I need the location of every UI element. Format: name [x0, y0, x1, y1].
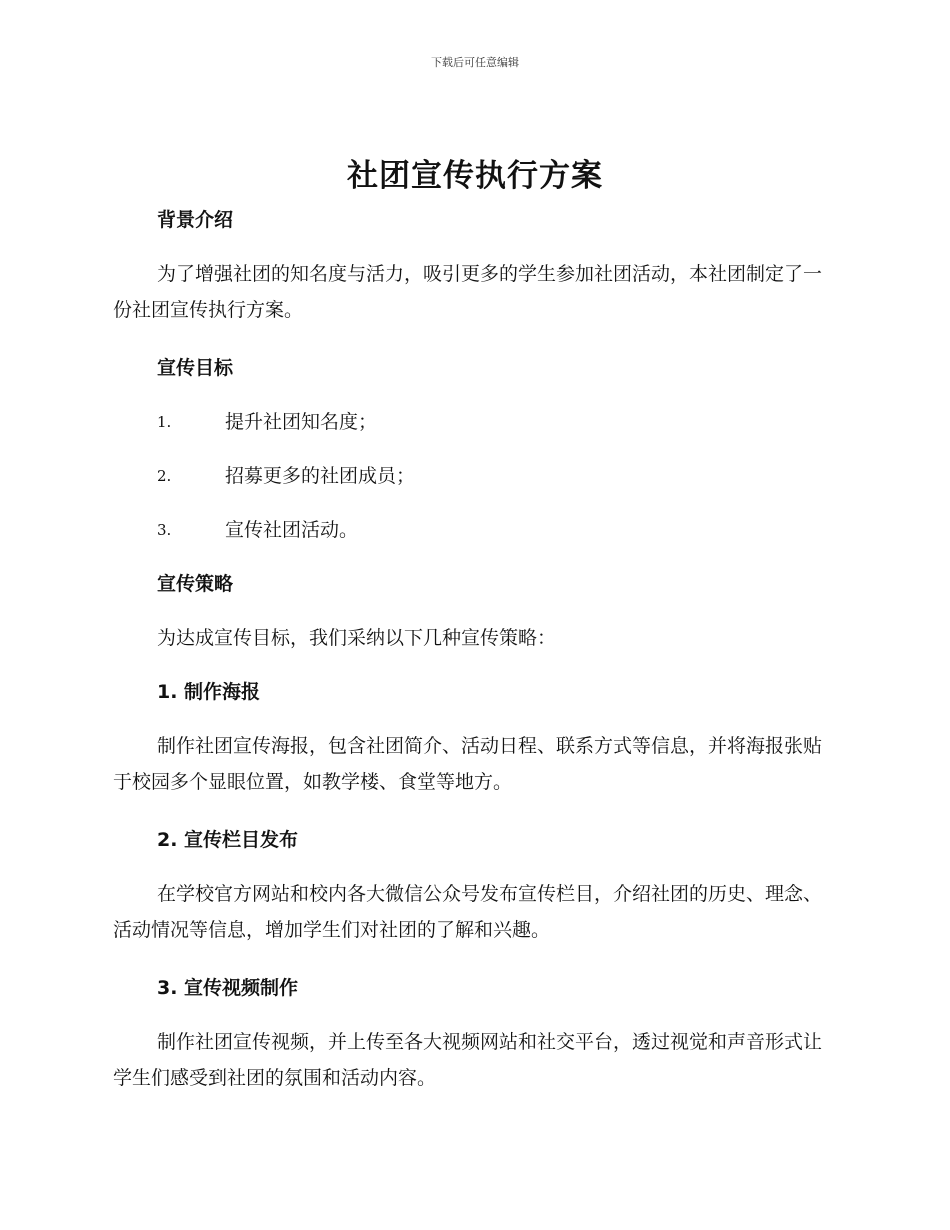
- strategy-paragraph-video: 制作社团宣传视频，并上传至各大视频网站和社交平台，透过视觉和声音形式让学生们感受到社团的氛围和活动内容。: [113, 1031, 823, 1089]
- document-title: 社团宣传执行方案: [347, 158, 603, 194]
- strategy-heading-poster: 1. 制作海报: [157, 681, 261, 703]
- section-heading-goals: 宣传目标: [157, 357, 234, 379]
- goal-item-number: 1.: [157, 413, 172, 431]
- document-body: [113, 206, 831, 1096]
- strategy-heading-video: 3. 宣传视频制作: [157, 977, 299, 999]
- strategy-paragraph-column: 在学校官方网站和校内各大微信公众号发布宣传栏目，介绍社团的历史、理念、活动情况等信息，增加学生们对社团的了解和兴趣。: [113, 883, 823, 941]
- goal-item: [113, 408, 831, 436]
- goal-item-text: 宣传社团活动。: [225, 519, 359, 541]
- section-heading-background: 背景介绍: [157, 209, 234, 231]
- section-heading-strategy: 宣传策略: [157, 573, 234, 595]
- strategy-paragraph-poster: 制作社团宣传海报，包含社团简介、活动日程、联系方式等信息，并将海报张贴于校园多个显眼位置，如教学楼、食堂等地方。: [113, 735, 823, 793]
- goal-item-number: 2.: [157, 467, 172, 485]
- strategy-intro: 为达成宣传目标，我们采纳以下几种宣传策略：: [157, 627, 557, 649]
- goal-item: [113, 462, 831, 490]
- page-header-note: 下载后可任意编辑: [431, 56, 519, 69]
- goal-item: [113, 516, 831, 544]
- background-paragraph: 为了增强社团的知名度与活力，吸引更多的学生参加社团活动，本社团制定了一份社团宣传执行方案。: [113, 263, 823, 321]
- strategy-heading-column: 2. 宣传栏目发布: [157, 829, 299, 851]
- goal-item-text: 提升社团知名度；: [225, 411, 378, 433]
- goal-item-text: 招募更多的社团成员；: [225, 465, 416, 487]
- goal-item-number: 3.: [157, 521, 172, 539]
